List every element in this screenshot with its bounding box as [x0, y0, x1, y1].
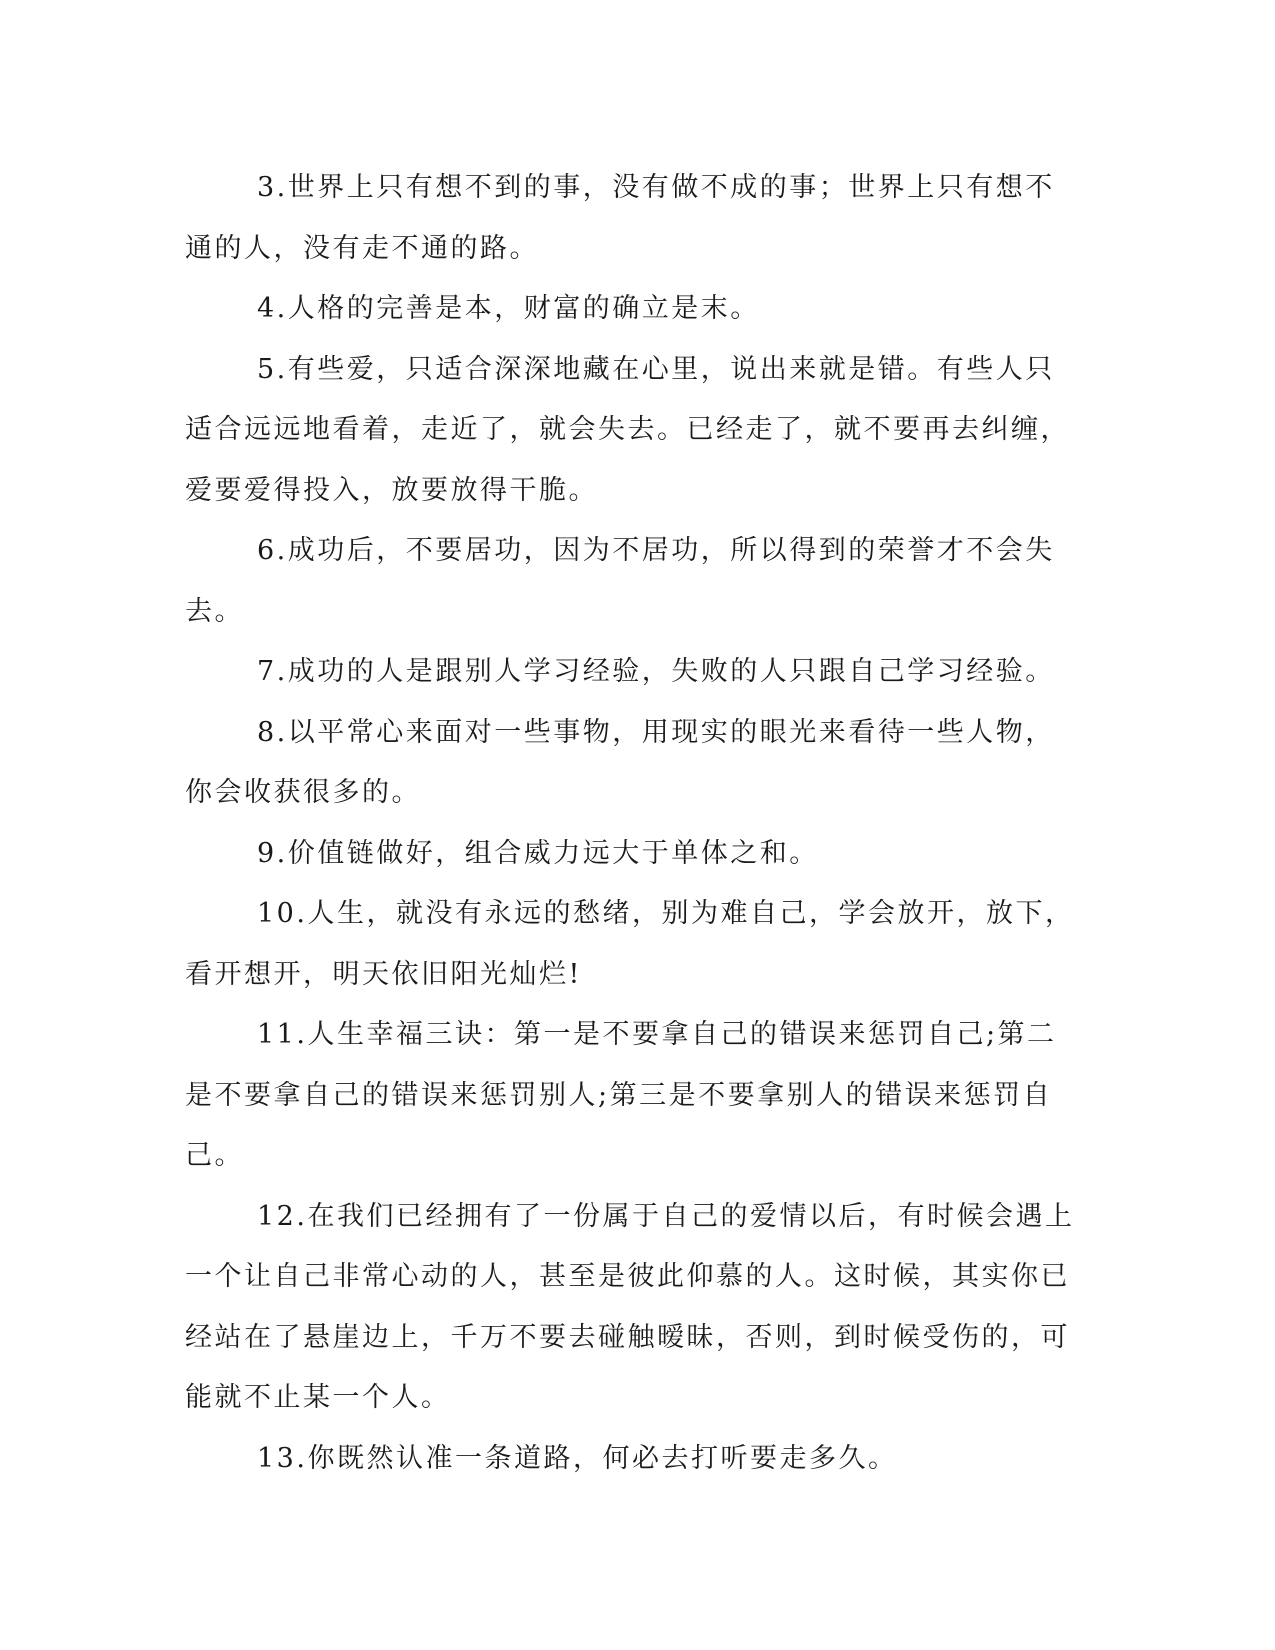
paragraph-item-11: 11.人生幸福三诀：第一是不要拿自己的错误来惩罚自己;第二是不要拿自己的错误来惩罚别人;第三是不要拿别人的错误来惩罚自己。: [185, 1019, 1057, 1171]
paragraph-item-13: 13.你既然认准一条道路，何必去打听要走多久。: [257, 1442, 898, 1474]
paragraph-item-10: 10.人生，就没有永远的愁绪，别为难自己，学会放开，放下，看开想开，明天依旧阳光灿烂!: [185, 898, 1075, 990]
paragraph-item-6: 6.成功后，不要居功，因为不居功，所以得到的荣誉才不会失去。: [185, 535, 1055, 627]
paragraph-item-4: 4.人格的完善是本，财富的确立是末。: [257, 293, 760, 324]
paragraph-item-7: 7.成功的人是跟别人学习经验，失败的人只跟自己学习经验。: [257, 656, 1055, 687]
paragraph-item-3: 3.世界上只有想不到的事，没有做不成的事；世界上只有想不通的人，没有走不通的路。: [185, 172, 1055, 264]
paragraph-item-8: 8.以平常心来面对一些事物，用现实的眼光来看待一些人物，你会收获很多的。: [185, 716, 1055, 808]
paragraph-item-12: 12.在我们已经拥有了一份属于自己的爱情以后，有时候会遇上一个让自己非常心动的人，甚至是彼此仰慕的人。这时候，其实你已经站在了悬崖边上，千万不要去碰触暧昧，否则，到时候受伤的，可能就不止某一个人。: [185, 1200, 1075, 1413]
paragraph-item-9: 9.价值链做好，组合威力远大于单体之和。: [257, 837, 819, 869]
document-body: [185, 158, 1080, 1489]
paragraph-item-5: 5.有些爱，只适合深深地藏在心里，说出来就是错。有些人只适合远远地看着，走近了，就会失去。已经走了，就不要再去纠缠，爱要爱得投入，放要放得干脆。: [185, 353, 1070, 506]
